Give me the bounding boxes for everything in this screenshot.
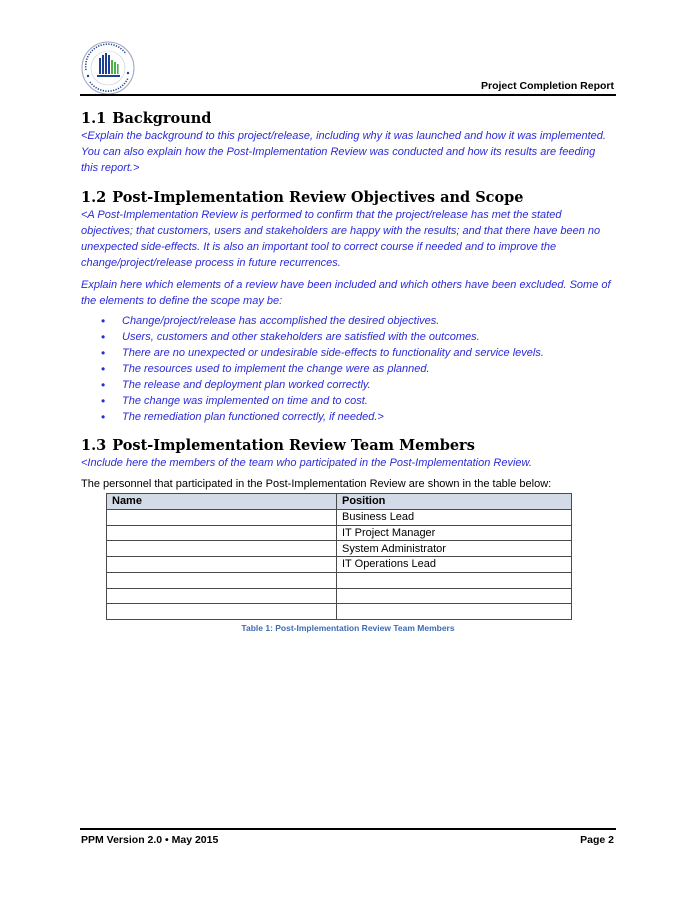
document-body — [81, 110, 615, 633]
table-row — [107, 525, 572, 541]
table-row — [107, 509, 572, 525]
table-row — [107, 572, 572, 588]
section-heading-background: 1.1 Background — [81, 110, 212, 127]
list-item: • The release and deployment plan worked correctly. — [101, 377, 615, 393]
table-cell-position[interactable] — [337, 588, 572, 604]
objectives-instruction-2: Explain here which elements of a review have been included and which others have been excluded. Some of the elements to define the scope may be: — [81, 279, 611, 307]
table-cell-position[interactable]: IT Project Manager — [337, 525, 572, 541]
table-cell-position[interactable]: Business Lead — [337, 509, 572, 525]
footer-divider — [80, 828, 616, 830]
table-caption: Table 1: Post-Implementation Review Team Members — [241, 623, 455, 633]
table-cell-name[interactable] — [107, 557, 337, 573]
footer-page-number: Page 2 — [580, 834, 614, 846]
section-heading-team: 1.3 Post-Implementation Review Team Members — [81, 437, 475, 454]
table-cell-name[interactable] — [107, 509, 337, 525]
table-cell-position[interactable]: IT Operations Lead — [337, 557, 572, 573]
list-item: • The remediation plan functioned correctly, if needed.> — [101, 409, 615, 425]
team-intro-text: The personnel that participated in the Post-Implementation Review are shown in the table below: — [81, 478, 552, 490]
list-item: • There are no unexpected or undesirable side-effects to functionality and service levels. — [101, 345, 615, 361]
list-item: • Users, customers and other stakeholders are satisfied with the outcomes. — [101, 329, 615, 345]
table-row — [107, 557, 572, 573]
table-row — [107, 541, 572, 557]
table-header-row — [107, 494, 572, 510]
list-item: • The change was implemented on time and to cost. — [101, 393, 615, 409]
list-item: • The resources used to implement the change were as planned. — [101, 361, 615, 377]
column-header-name: Name — [107, 494, 337, 510]
table-cell-position[interactable] — [337, 604, 572, 620]
team-members-table — [106, 493, 572, 620]
column-header-position: Position — [337, 494, 572, 510]
report-title: Project Completion Report — [480, 80, 614, 92]
hud-seal-logo — [80, 40, 136, 96]
section-heading-objectives: 1.2 Post-Implementation Review Objectives and Scope — [81, 189, 524, 206]
table-cell-position[interactable] — [337, 572, 572, 588]
table-cell-name[interactable] — [107, 588, 337, 604]
table-row — [107, 588, 572, 604]
table-cell-name[interactable] — [107, 541, 337, 557]
list-item: • Change/project/release has accomplished the desired objectives. — [101, 313, 615, 329]
table-cell-name[interactable] — [107, 525, 337, 541]
table-cell-position[interactable]: System Administrator — [337, 541, 572, 557]
header-divider — [80, 94, 616, 96]
table-row — [107, 604, 572, 620]
table-cell-name[interactable] — [107, 604, 337, 620]
table-cell-name[interactable] — [107, 572, 337, 588]
scope-bullet-list — [101, 313, 615, 425]
team-instruction: <Include here the members of the team who participated in the Post-Implementation Review. — [81, 457, 532, 469]
footer-version: PPM Version 2.0 • May 2015 — [81, 834, 219, 846]
background-instruction: <Explain the background to this project/release, including why it was launched and how it was implemented. You can also explain how the Post-Implementation Review was conducted and how its results are feeding this report.> — [81, 130, 606, 174]
objectives-instruction-1: <A Post-Implementation Review is performed to confirm that the project/release has met the stated objectives; that customers, users and stakeholders are happy with the results; and that there have been no unexpected side-effects. It is also an important tool to correct course if needed and to improve the change/project/release process in future recurrences. — [81, 209, 601, 269]
